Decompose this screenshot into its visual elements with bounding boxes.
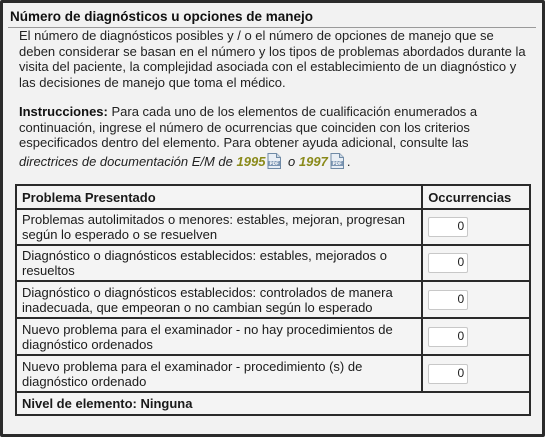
doc-guidelines-link[interactable]: directrices de documentación E/M (19, 154, 215, 169)
table-row (16, 318, 530, 355)
table-header-row (16, 185, 530, 209)
svg-text:PDF: PDF (332, 161, 342, 167)
table-row (16, 245, 530, 281)
problem-label: Diagnóstico o diagnósticos establecidos: estables, mejorados o resueltos (16, 245, 422, 281)
instructions-text (19, 104, 531, 151)
occurrence-input[interactable]: 0 (428, 217, 468, 237)
problems-table (15, 184, 531, 416)
pdf-file-icon[interactable] (330, 153, 344, 169)
table-row (16, 281, 530, 318)
occurrence-input[interactable]: 0 (428, 364, 468, 384)
year-1997-link[interactable]: 1997 (298, 154, 328, 169)
instructions-body: Para cada uno de los elementos de cualificación enumerados a continuación, ingrese el número de ocurrencias que coinciden con los criterios especificados dentro del elemento. Para obtener ayuda adicional, consulte las (19, 104, 478, 151)
problem-label: Diagnóstico o diagnósticos establecidos: controlados de manera inadecuada, que empeoran o no cambian según lo esperado (16, 281, 422, 318)
problem-label: Nuevo problema para el examinador - no hay procedimientos de diagnóstico ordenados (16, 318, 422, 355)
section-description: El número de diagnósticos posibles y / o el número de opciones de manejo que se deben considerar se basan en el número y los tipos de problemas abordados durante la visita del paciente, la complejidad asociada con el establecimiento de un diagnóstico y las decisiones de manejo que toma el médico. (19, 28, 526, 90)
header-problem: Problema Presentado (16, 185, 422, 209)
problem-label: Nuevo problema para el examinador - procedimiento (s) de diagnóstico ordenado (16, 355, 422, 392)
or-text: o (284, 154, 299, 169)
instructions-label: Instrucciones: (19, 104, 108, 119)
table-row (16, 209, 530, 245)
occurrence-input[interactable]: 0 (428, 253, 468, 273)
problem-label: Problemas autolimitados o menores: estables, mejoran, progresan según lo esperado o se resuelven (16, 209, 422, 245)
header-occurrences: Occurrencias (422, 185, 530, 209)
documentation-links (19, 152, 531, 172)
year-1995-link[interactable]: 1995 (236, 154, 266, 169)
occurrence-input[interactable]: 0 (428, 327, 468, 347)
section-title: Número de diagnósticos u opciones de manejo (10, 9, 314, 24)
period: . (346, 154, 351, 169)
occurrence-input[interactable]: 0 (428, 290, 468, 310)
de-text: de (214, 154, 237, 169)
element-level-label: Nivel de elemento: Ninguna (16, 392, 530, 415)
element-level-row (16, 392, 530, 415)
table-row (16, 355, 530, 392)
pdf-file-icon[interactable] (267, 153, 281, 169)
svg-text:PDF: PDF (269, 161, 280, 167)
